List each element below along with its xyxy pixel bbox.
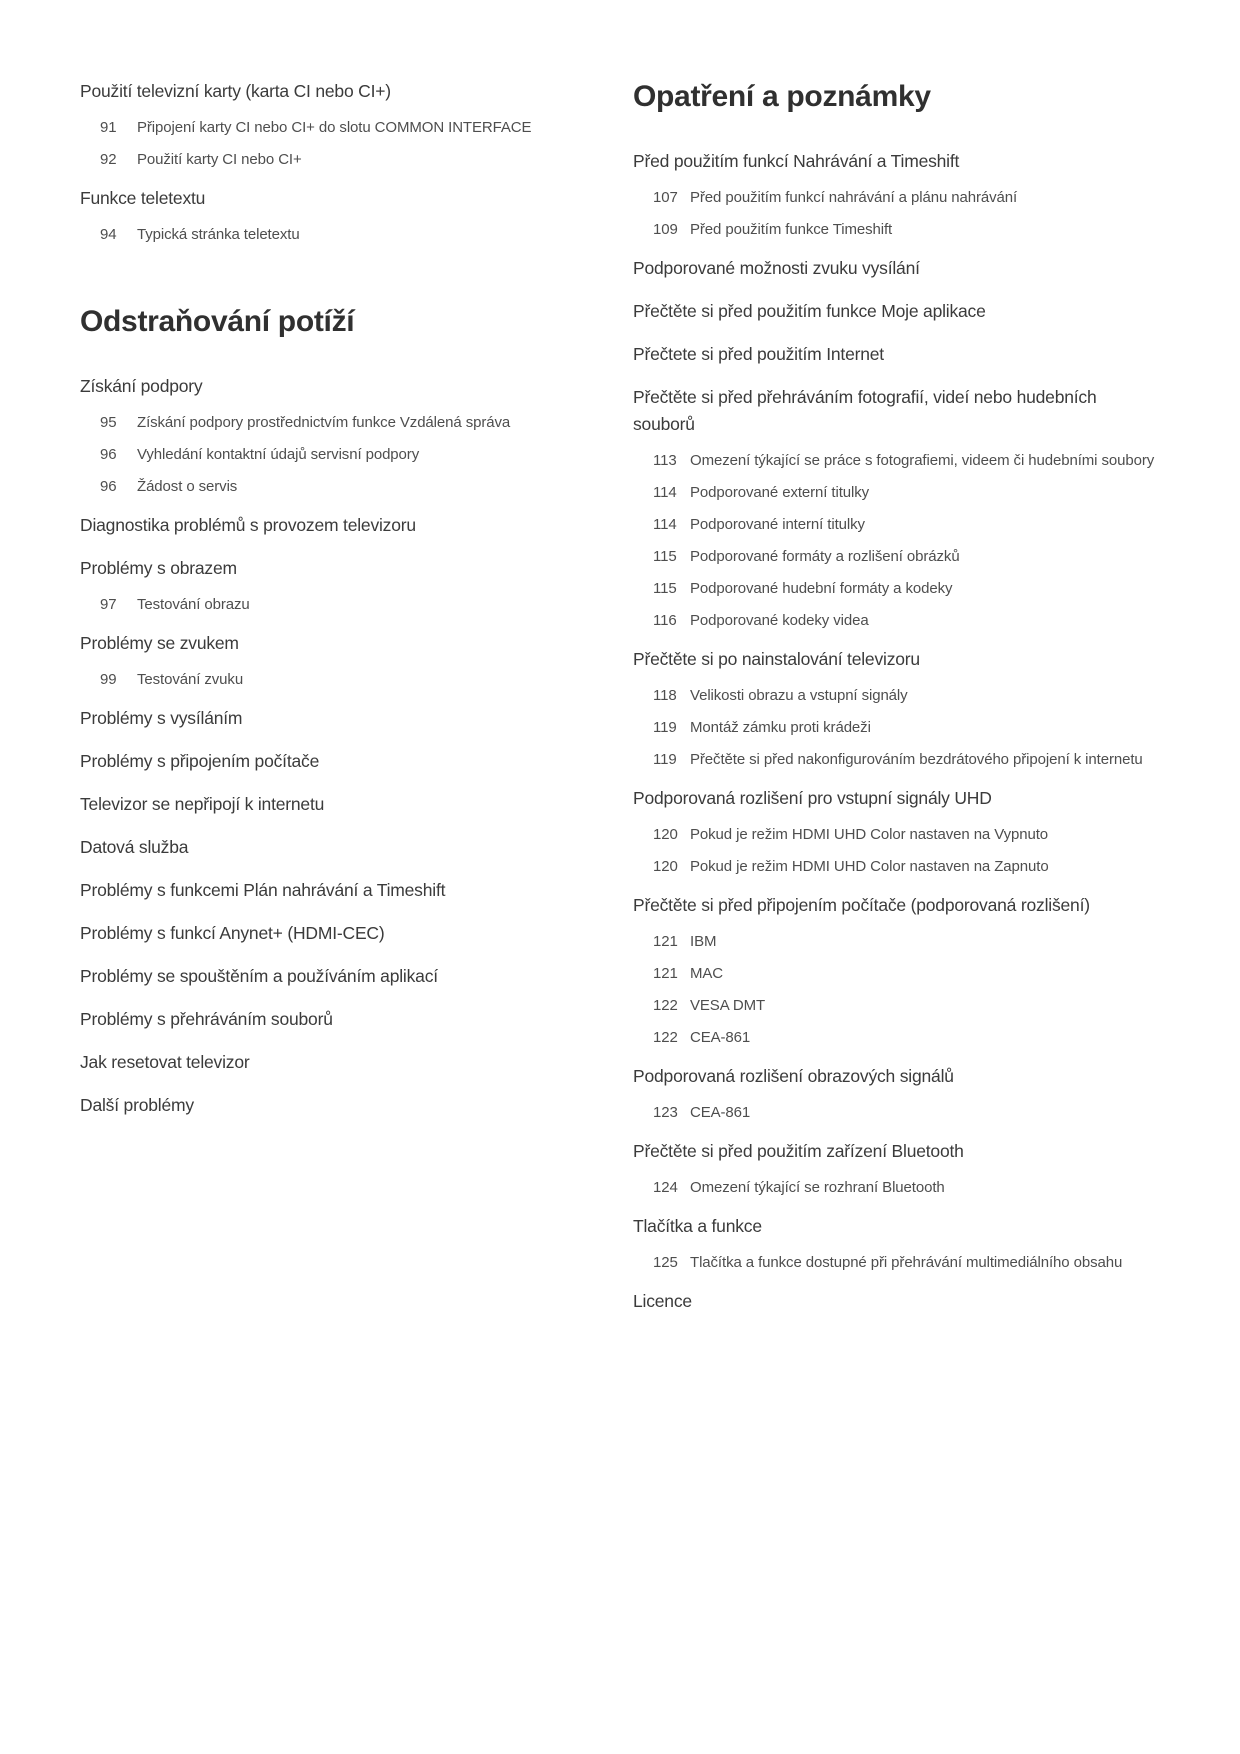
toc-entry-label: Podporované kodeky videa xyxy=(690,612,869,629)
section-heading[interactable]: Funkce teletextu xyxy=(80,188,206,208)
section-heading[interactable]: Problémy s funkcemi Plán nahrávání a Timeshift xyxy=(80,880,446,900)
toc-entry-label: Přečtěte si před nakonfigurováním bezdrátového připojení k internetu xyxy=(690,751,1143,768)
toc-entry-page-number: 120 xyxy=(653,858,678,875)
toc-entry-page-number: 119 xyxy=(653,719,677,736)
toc-entry-page-number: 96 xyxy=(100,446,117,463)
toc-entry[interactable] xyxy=(633,217,1161,243)
chapter-heading[interactable]: Opatření a poznámky xyxy=(633,80,931,113)
toc-entry[interactable] xyxy=(633,683,1161,709)
toc-entry-page-number: 121 xyxy=(653,933,678,950)
toc-entry-page-number: 122 xyxy=(653,997,678,1014)
section-heading[interactable]: Problémy s vysíláním xyxy=(80,708,243,728)
toc-entry-label: Testování obrazu xyxy=(137,596,250,613)
toc-entry-label: Před použitím funkce Timeshift xyxy=(690,221,893,238)
toc-entry-label: Omezení týkající se práce s fotografiemi, videem či hudebními soubory xyxy=(690,452,1155,469)
toc-entry-label: MAC xyxy=(690,965,724,982)
toc-entry-label: Před použitím funkcí nahrávání a plánu nahrávání xyxy=(690,189,1018,206)
toc-entry[interactable] xyxy=(633,929,1161,955)
toc-entry-page-number: 91 xyxy=(100,119,117,136)
toc-entry-page-number: 97 xyxy=(100,596,117,613)
toc-entry[interactable] xyxy=(633,1175,1161,1201)
toc-entry-page-number: 122 xyxy=(653,1029,678,1046)
toc-entry[interactable] xyxy=(633,854,1161,880)
toc-entry-label: VESA DMT xyxy=(690,997,766,1014)
toc-entry-page-number: 121 xyxy=(653,965,678,982)
toc-entry-page-number: 96 xyxy=(100,478,117,495)
toc-entry-label: Vyhledání kontaktní údajů servisní podpory xyxy=(137,446,420,463)
toc-entry-page-number: 115 xyxy=(653,548,677,565)
toc-entry-label: Montáž zámku proti krádeži xyxy=(690,719,871,736)
toc-entry[interactable] xyxy=(633,480,1161,506)
section-heading[interactable]: Před použitím funkcí Nahrávání a Timeshift xyxy=(633,151,960,171)
toc-entry[interactable] xyxy=(633,608,1161,634)
toc-entry-label: Tlačítka a funkce dostupné při přehrávání multimediálního obsahu xyxy=(690,1254,1123,1271)
toc-entry-label: Testování zvuku xyxy=(137,671,244,688)
section-heading[interactable]: Podporovaná rozlišení obrazových signálů xyxy=(633,1066,954,1086)
toc-entry-page-number: 116 xyxy=(653,612,677,629)
toc-entry-page-number: 94 xyxy=(100,226,117,243)
toc-entry-label: Velikosti obrazu a vstupní signály xyxy=(690,687,908,704)
toc-entry[interactable] xyxy=(80,592,577,618)
toc-entry-label: Podporované externí titulky xyxy=(690,484,870,501)
toc-entry-page-number: 114 xyxy=(653,516,677,533)
section-heading[interactable]: Problémy se zvukem xyxy=(80,633,239,653)
toc-entry-label: Podporované interní titulky xyxy=(690,516,865,533)
section-heading[interactable]: Přečtěte si před použitím funkce Moje aplikace xyxy=(633,301,986,321)
section-heading[interactable]: Problémy s funkcí Anynet+ (HDMI-CEC) xyxy=(80,923,385,943)
toc-column-right xyxy=(633,0,1161,1319)
section-heading[interactable]: Televizor se nepřipojí k internetu xyxy=(80,794,325,814)
section-heading[interactable]: Přečtěte si před přehráváním fotografií, videí nebo hudebních souborů xyxy=(633,387,1097,434)
toc-entry[interactable] xyxy=(633,1250,1161,1276)
toc-entry-page-number: 109 xyxy=(653,221,678,238)
toc-entry[interactable] xyxy=(633,576,1161,602)
section-heading[interactable]: Použití televizní karty (karta CI nebo CI+) xyxy=(80,81,391,101)
toc-entry-page-number: 118 xyxy=(653,687,677,704)
section-heading[interactable]: Přečtěte si před připojením počítače (podporovaná rozlišení) xyxy=(633,895,1090,915)
toc-entry-label: CEA-861 xyxy=(690,1029,751,1046)
toc-entry-label: Pokud je režim HDMI UHD Color nastaven na Vypnuto xyxy=(690,826,1049,843)
section-heading[interactable]: Problémy s připojením počítače xyxy=(80,751,320,771)
toc-entry-label: Použití karty CI nebo CI+ xyxy=(137,151,302,168)
section-heading[interactable]: Získání podpory xyxy=(80,376,203,396)
section-heading[interactable]: Licence xyxy=(633,1291,692,1311)
section-heading[interactable]: Jak resetovat televizor xyxy=(80,1052,250,1072)
section-heading[interactable]: Problémy s obrazem xyxy=(80,558,237,578)
toc-entry[interactable] xyxy=(633,512,1161,538)
section-heading[interactable]: Přečtěte si po nainstalování televizoru xyxy=(633,649,920,669)
toc-entry[interactable] xyxy=(633,1025,1161,1051)
toc-entry-label: Připojení karty CI nebo CI+ do slotu COMMON INTERFACE xyxy=(137,119,532,136)
toc-entry[interactable] xyxy=(633,715,1161,741)
toc-entry-label: Žádost o servis xyxy=(137,478,238,495)
toc-entry-label: Typická stránka teletextu xyxy=(137,226,300,243)
toc-entry-page-number: 107 xyxy=(653,189,678,206)
section-heading[interactable]: Přečtete si před použitím Internet xyxy=(633,344,884,364)
toc-entry-page-number: 95 xyxy=(100,414,117,431)
toc-entry-label: IBM xyxy=(690,933,717,950)
section-heading[interactable]: Problémy se spouštěním a používáním aplikací xyxy=(80,966,438,986)
toc-entry[interactable] xyxy=(633,185,1161,211)
toc-entry-page-number: 99 xyxy=(100,671,117,688)
toc-entry-page-number: 119 xyxy=(653,751,677,768)
section-heading[interactable]: Tlačítka a funkce xyxy=(633,1216,762,1236)
toc-entry-page-number: 92 xyxy=(100,151,117,168)
toc-entry[interactable] xyxy=(80,222,577,248)
toc-entry[interactable] xyxy=(633,544,1161,570)
toc-entry-page-number: 124 xyxy=(653,1179,678,1196)
toc-entry-label: Omezení týkající se rozhraní Bluetooth xyxy=(690,1179,945,1196)
toc-entry[interactable] xyxy=(80,442,577,468)
toc-entry-label: Podporované hudební formáty a kodeky xyxy=(690,580,953,597)
toc-entry[interactable] xyxy=(633,1100,1161,1126)
toc-entry[interactable] xyxy=(80,410,577,436)
section-heading[interactable]: Datová služba xyxy=(80,837,189,857)
toc-entry[interactable] xyxy=(80,115,577,141)
toc-entry[interactable] xyxy=(633,993,1161,1019)
toc-entry-page-number: 114 xyxy=(653,484,677,501)
toc-column-left xyxy=(80,0,577,1123)
section-heading[interactable]: Podporované možnosti zvuku vysílání xyxy=(633,258,920,278)
toc-entry[interactable] xyxy=(80,667,577,693)
section-heading[interactable]: Přečtěte si před použitím zařízení Bluetooth xyxy=(633,1141,964,1161)
toc-entry-page-number: 120 xyxy=(653,826,678,843)
toc-entry-label: Pokud je režim HDMI UHD Color nastaven na Zapnuto xyxy=(690,858,1049,875)
toc-entry[interactable] xyxy=(633,822,1161,848)
chapter-heading[interactable]: Odstraňování potíží xyxy=(80,305,355,338)
toc-entry-page-number: 125 xyxy=(653,1254,678,1271)
section-heading[interactable]: Problémy s přehráváním souborů xyxy=(80,1009,333,1029)
toc-entry[interactable] xyxy=(633,961,1161,987)
toc-entry-page-number: 113 xyxy=(653,452,677,469)
toc-entry[interactable] xyxy=(80,147,577,173)
toc-entry[interactable] xyxy=(633,448,1161,474)
toc-entry-label: Získání podpory prostřednictvím funkce Vzdálená správa xyxy=(137,414,511,431)
section-heading[interactable]: Podporovaná rozlišení pro vstupní signály UHD xyxy=(633,788,992,808)
toc-entry-page-number: 115 xyxy=(653,580,677,597)
section-heading[interactable]: Diagnostika problémů s provozem televizoru xyxy=(80,515,416,535)
section-heading[interactable]: Další problémy xyxy=(80,1095,194,1115)
toc-entry-label: Podporované formáty a rozlišení obrázků xyxy=(690,548,960,565)
toc-entry[interactable] xyxy=(80,474,577,500)
toc-entry[interactable] xyxy=(633,747,1161,773)
toc-entry-page-number: 123 xyxy=(653,1104,678,1121)
toc-entry-label: CEA-861 xyxy=(690,1104,751,1121)
